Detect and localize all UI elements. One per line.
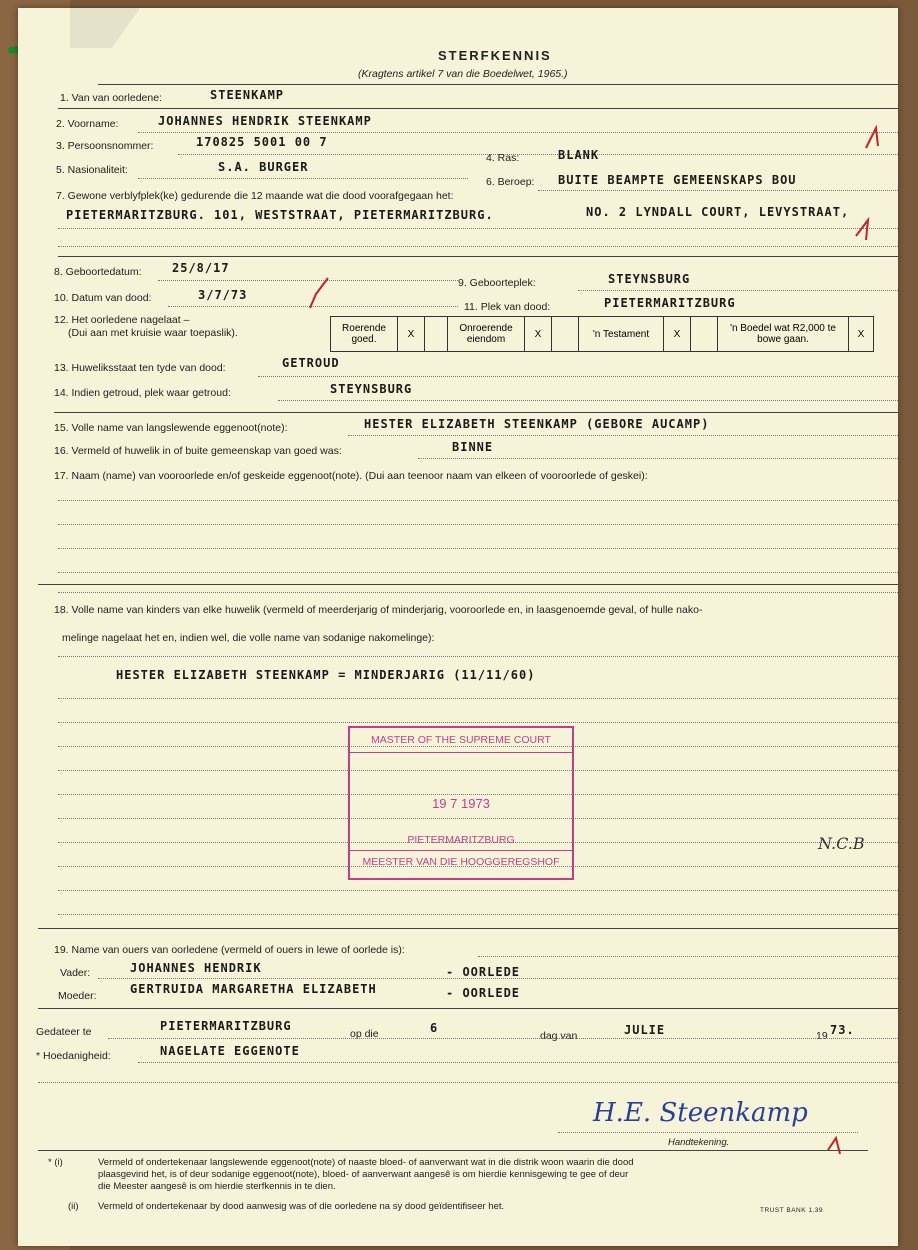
field-5-label: 5. Nasionaliteit: xyxy=(56,164,128,176)
field-16-value: BINNE xyxy=(452,440,494,454)
field-13-label: 13. Huweliksstaat ten tyde van dood: xyxy=(54,362,226,374)
field-18-label: 18. Volle name van kinders van elke huwelik (vermeld of meerderjarig of minderjarig, vooroorlede en, in laasgenoemde geval, of hulle nako- xyxy=(54,604,703,616)
moeder-label: Moeder: xyxy=(58,990,97,1002)
field-4-label: 4. Ras: xyxy=(486,152,520,164)
field-7-value-2: PIETERMARITZBURG. 101, WESTSTRAAT, PIETERMARITZBURG. xyxy=(66,208,494,222)
field-3-label: 3. Persoonsnommer: xyxy=(56,140,154,152)
footnote-1-line3: die Meester aangesê is om hierdie sterfkennis in te dien. xyxy=(98,1181,336,1192)
field-8-label: 8. Geboortedatum: xyxy=(54,266,142,278)
roerende-mark: X xyxy=(398,317,425,352)
stamp-top-text: MASTER OF THE SUPREME COURT xyxy=(371,734,551,746)
year-value: 73. xyxy=(830,1023,855,1037)
testament-label: 'n Testament xyxy=(579,317,664,352)
form-subtitle: (Kragtens artikel 7 van die Boedelwet, 1965.) xyxy=(358,68,568,80)
footnote-2-mark: (ii) xyxy=(68,1201,79,1212)
printer-mark: TRUST BANK 1.39 xyxy=(760,1207,824,1214)
field-6-label: 6. Beroep: xyxy=(486,176,535,188)
handtekening-label: Handtekening. xyxy=(668,1137,730,1148)
field-10-label: 10. Datum van dood: xyxy=(54,292,152,304)
field-11-label: 11. Plek van dood: xyxy=(464,301,551,313)
field-1-value: STEENKAMP xyxy=(210,88,285,102)
field-12-label: 12. Het oorledene nagelaat – xyxy=(54,314,190,326)
boedel-label: 'n Boedel wat R2,000 te bowe gaan. xyxy=(718,317,849,352)
field-14-label: 14. Indien getroud, plek waar getroud: xyxy=(54,387,231,399)
field-15-value: HESTER ELIZABETH STEENKAMP (GEBORE AUCAMP) xyxy=(364,417,710,431)
testament-mark: X xyxy=(664,317,691,352)
onroerende-label: Onroerende eiendom xyxy=(448,317,525,352)
field-12-hint: (Dui aan met kruisie waar toepaslik). xyxy=(68,327,238,339)
field-1-label: 1. Van van oorledene: xyxy=(60,92,162,104)
field-7-label: 7. Gewone verblyfplek(ke) gedurende die 12 maande wat die dood voorafgegaan het: xyxy=(56,190,454,202)
field-19-label: 19. Name van ouers van oorledene (vermeld of ouers in lewe of oorlede is): xyxy=(54,944,405,956)
field-13-value: GETROUD xyxy=(282,356,340,370)
field-4-value: BLANK xyxy=(558,148,600,162)
roerende-label: Roerende goed. xyxy=(331,317,398,352)
red-pencil-marks xyxy=(18,8,898,1246)
death-notice-form xyxy=(18,8,898,1246)
field-11-value: PIETERMARITZBURG xyxy=(604,296,736,310)
field-9-label: 9. Geboorteplek: xyxy=(458,277,536,289)
field-15-label: 15. Volle name van langslewende eggenoot(note): xyxy=(54,422,288,434)
vader-label: Vader: xyxy=(60,967,91,979)
field-10-value: 3/7/73 xyxy=(198,288,248,302)
footnote-2-line: Vermeld of ondertekenaar by dood aanwesig was of die oorledene na sy dood geïdentifiseer het. xyxy=(98,1201,505,1212)
footnote-1-line1: Vermeld of ondertekenaar langslewende eggenoot(note) of naaste bloed- of aanverwant wat in die distrik woon waarin die dood xyxy=(98,1157,634,1168)
stamp-city: PIETERMARITZBURG xyxy=(407,834,515,846)
moeder-value: GERTRUIDA MARGARETHA ELIZABETH xyxy=(130,982,377,996)
vader-value: JOHANNES HENDRIK xyxy=(130,961,262,975)
tick-mark xyxy=(310,278,328,308)
stamp-date: 19 7 1973 xyxy=(432,796,490,811)
field-3-value: 170825 5001 00 7 xyxy=(196,135,328,149)
month-value: JULIE xyxy=(624,1023,666,1037)
tick-mark xyxy=(856,220,868,240)
onroerende-mark: X xyxy=(525,317,552,352)
footnote-1-line2: plaasgevind het, is of deur sodanige eggenoot(note), bloed- of aanverwant aangesê is om hierdie kennisgewing te gee of deur xyxy=(98,1169,629,1180)
year-prefix: 19 xyxy=(816,1030,828,1042)
field-5-value: S.A. BURGER xyxy=(218,160,309,174)
dag-van-label: dag van xyxy=(540,1030,578,1042)
field-18-value: HESTER ELIZABETH STEENKAMP = MINDERJARIG (11/11/60) xyxy=(116,668,536,682)
field-18-label-cont: melinge nagelaat het en, indien wel, die volle name van sodanige nakomelinge): xyxy=(62,632,435,644)
boedel-mark: X xyxy=(849,317,874,352)
op-die-label: op die xyxy=(350,1028,379,1040)
field-17-label: 17. Naam (name) van vooroorlede en/of geskeide eggenoot(note). (Dui aan teenoor naam van elkeen of vooroorlede of geskei): xyxy=(54,470,648,482)
moeder-status: - OORLEDE xyxy=(446,986,521,1000)
vader-status: - OORLEDE xyxy=(446,965,521,979)
tick-mark xyxy=(828,1138,840,1154)
stamp-bottom-text: MEESTER VAN DIE HOOGGEREGSHOF xyxy=(362,856,560,868)
field-9-value: STEYNSBURG xyxy=(608,272,691,286)
signature: H.E. Steenkamp xyxy=(593,1098,808,1128)
hoedanigheid-label: * Hoedanigheid: xyxy=(36,1050,111,1062)
field-2-value: JOHANNES HENDRIK STEENKAMP xyxy=(158,114,372,128)
footnote-1-mark: * (i) xyxy=(48,1157,63,1168)
hoedanigheid-value: NAGELATE EGGENOTE xyxy=(160,1044,300,1058)
field-6-value: BUITE BEAMPTE GEMEENSKAPS BOU xyxy=(558,173,797,187)
gedateer-value: PIETERMARITZBURG xyxy=(160,1019,292,1033)
day-value: 6 xyxy=(430,1021,439,1035)
tick-mark xyxy=(866,128,878,148)
field-8-value: 25/8/17 xyxy=(172,261,230,275)
form-title: STERFKENNIS xyxy=(438,48,552,63)
gedateer-label: Gedateer te xyxy=(36,1026,92,1038)
field-2-label: 2. Voorname: xyxy=(56,118,119,130)
field-7-value-1: NO. 2 LYNDALL COURT, LEVYSTRAAT, xyxy=(586,205,850,219)
field-14-value: STEYNSBURG xyxy=(330,382,413,396)
handwritten-note: N.C.B xyxy=(818,834,865,853)
field-16-label: 16. Vermeld of huwelik in of buite gemeenskap van goed was: xyxy=(54,445,342,457)
